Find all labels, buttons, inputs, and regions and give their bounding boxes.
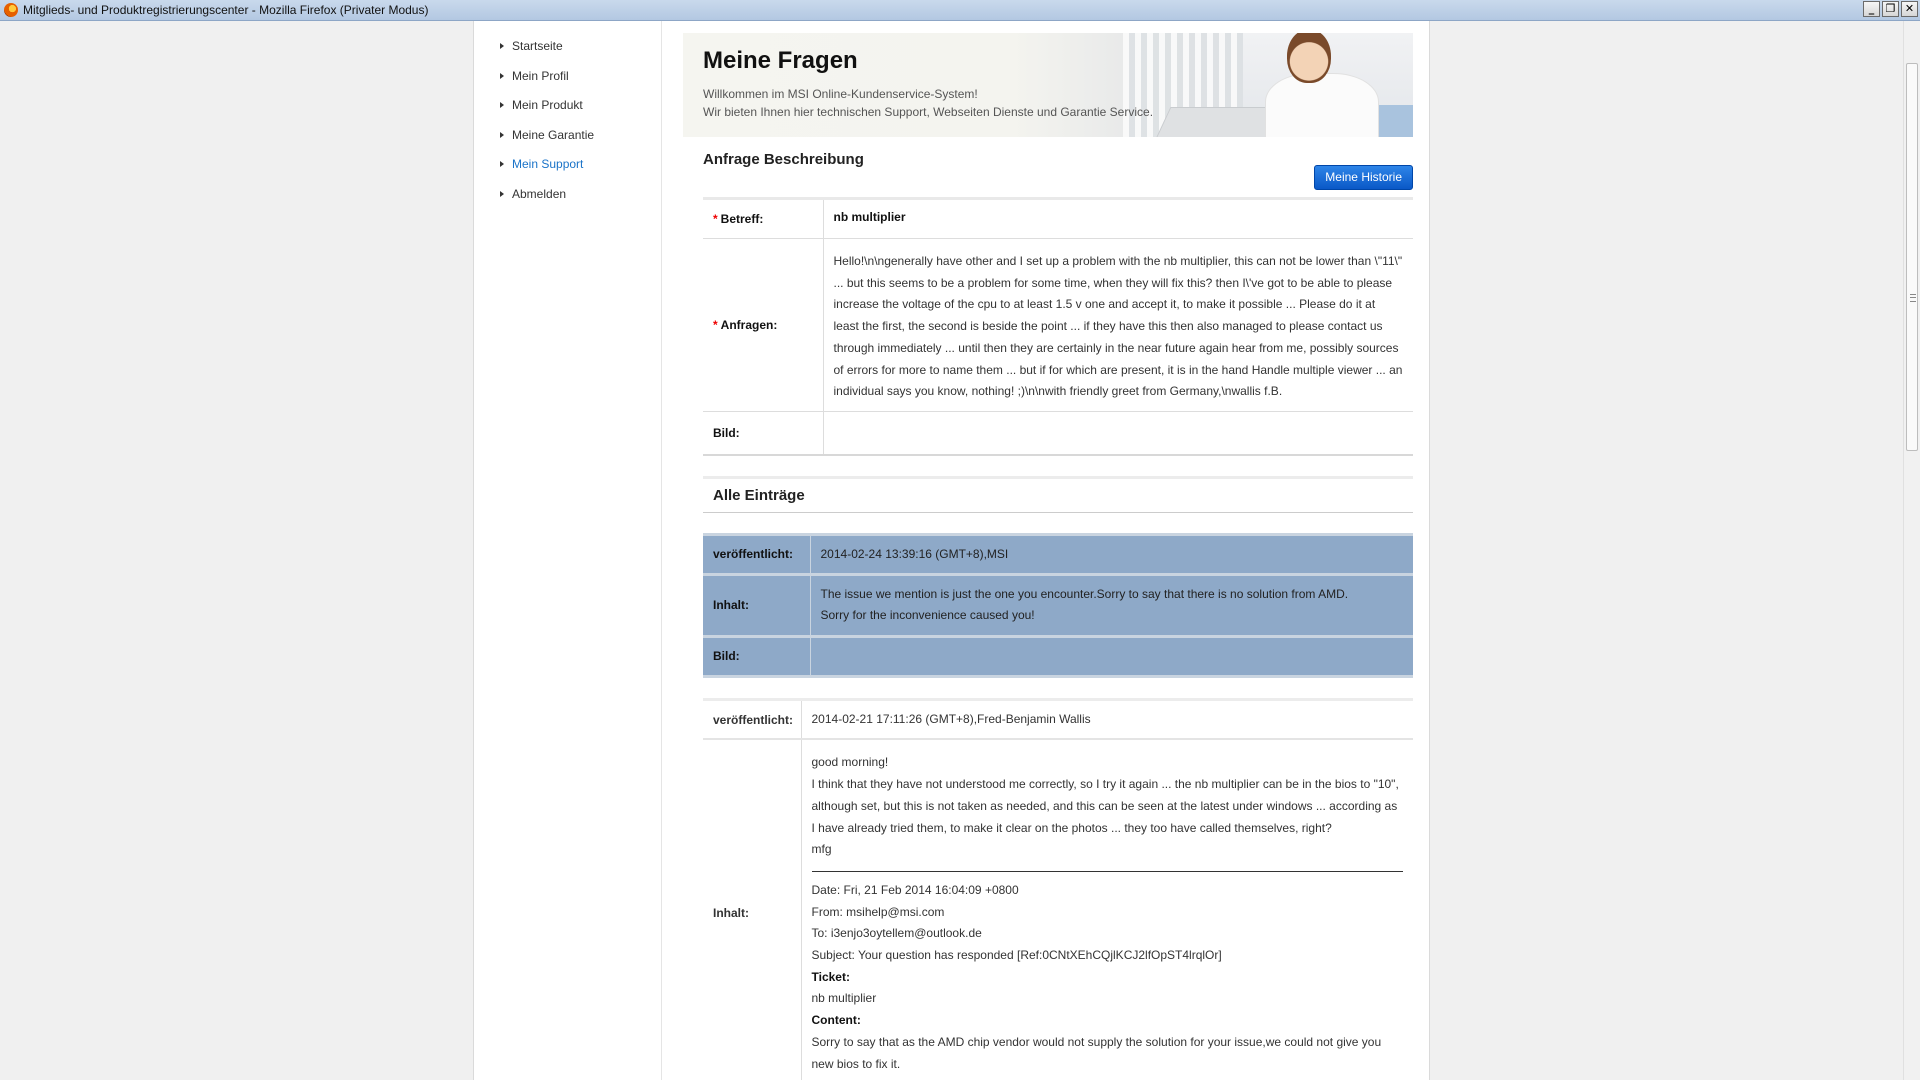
sidebar-item-label: Abmelden bbox=[512, 186, 567, 201]
sidebar-item-mein-produkt[interactable] bbox=[474, 98, 661, 128]
user-published-row bbox=[703, 699, 1413, 739]
published-value: 2014-02-24 13:39:16 (GMT+8),MSI bbox=[810, 534, 1413, 574]
request-label-text: Anfragen: bbox=[720, 317, 778, 332]
sidebar-item-startseite[interactable] bbox=[474, 39, 661, 69]
mail-from: From: msihelp@msi.com bbox=[811, 904, 945, 919]
sidebar-item-meine-garantie[interactable] bbox=[474, 128, 661, 158]
content-greeting: good morning! bbox=[811, 755, 889, 770]
vertical-scrollbar[interactable] bbox=[1903, 21, 1920, 1080]
published-label: veröffentlicht: bbox=[703, 699, 801, 739]
maximize-button[interactable]: ❐ bbox=[1882, 1, 1899, 17]
request-table bbox=[703, 197, 1413, 456]
sidebar-item-mein-profil[interactable] bbox=[474, 69, 661, 99]
content-signoff: mfg bbox=[811, 842, 832, 857]
user-entry bbox=[703, 698, 1413, 1080]
welcome-subtext: Wir bieten Ihnen hier technischen Support, Webseiten Dienste und Garantie Service. bbox=[703, 105, 1154, 119]
content-body: I think that they have not understood me correctly, so I try it again ... the nb multiplier can be in the bios to "10", although set, but this is not taken as needed, and this can be seen at the latest under windows ... according as I have already tried them, to make it clear on the photos ... they too have called themselves, right? bbox=[811, 777, 1399, 835]
image-row bbox=[703, 411, 1413, 455]
sidebar-item-label: Mein Support bbox=[512, 157, 584, 171]
content-value bbox=[801, 739, 1413, 1080]
arrow-right-icon bbox=[500, 43, 504, 49]
ticket-value: nb multiplier bbox=[811, 991, 877, 1006]
welcome-text: Willkommen im MSI Online-Kundenservice-System! bbox=[703, 87, 978, 101]
entries-title: Alle Einträge bbox=[713, 486, 805, 504]
subject-label bbox=[703, 199, 823, 239]
request-section-title: Anfrage Beschreibung bbox=[703, 151, 864, 168]
subject-value: nb multiplier bbox=[823, 199, 1413, 239]
page-container bbox=[473, 21, 1430, 1080]
arrow-right-icon bbox=[500, 161, 504, 167]
msi-image-row bbox=[703, 636, 1413, 676]
image-label: Bild: bbox=[703, 636, 810, 676]
mail-content-label: Content: bbox=[811, 1013, 861, 1028]
required-marker: * bbox=[713, 317, 718, 332]
mail-content-text: Sorry to say that as the AMD chip vendor would not supply the solution for your issue,we could not give you new bios to fix it. bbox=[811, 1034, 1382, 1071]
user-content-row bbox=[703, 739, 1413, 1080]
minimize-button[interactable]: _ bbox=[1863, 1, 1880, 17]
quote-divider bbox=[812, 871, 1404, 872]
content-line: The issue we mention is just the one you encounter.Sorry to say that there is no solution from AMD. bbox=[820, 586, 1349, 601]
support-agent-head-illustration bbox=[1287, 33, 1331, 83]
my-history-button[interactable]: Meine Historie bbox=[1314, 165, 1413, 190]
image-value bbox=[823, 411, 1413, 455]
sidebar bbox=[474, 21, 662, 1080]
content-line: Sorry for the inconvenience caused you! bbox=[820, 608, 1035, 623]
msi-entry bbox=[703, 533, 1413, 678]
content-label: Inhalt: bbox=[703, 574, 810, 636]
msi-published-row bbox=[703, 534, 1413, 574]
required-marker: * bbox=[713, 212, 718, 226]
arrow-right-icon bbox=[500, 132, 504, 138]
browser-viewport bbox=[0, 21, 1903, 1080]
window-title: Mitglieds- und Produktregistrierungscenter - Mozilla Firefox (Privater Modus) bbox=[23, 3, 429, 17]
arrow-right-icon bbox=[500, 102, 504, 108]
request-content bbox=[703, 137, 1413, 1080]
arrow-right-icon bbox=[500, 191, 504, 197]
subject-label-text: Betreff: bbox=[720, 212, 764, 226]
subject-row bbox=[703, 199, 1413, 239]
content-value bbox=[810, 574, 1413, 636]
sidebar-item-label: Mein Profil bbox=[512, 68, 569, 83]
sidebar-nav bbox=[474, 21, 661, 216]
arrow-right-icon bbox=[500, 73, 504, 79]
request-row bbox=[703, 239, 1413, 412]
main-content bbox=[683, 33, 1413, 1080]
image-label: Bild: bbox=[703, 411, 823, 455]
scrollbar-grip-icon bbox=[1910, 294, 1916, 302]
content-label: Inhalt: bbox=[703, 739, 801, 1080]
page-banner bbox=[683, 33, 1413, 137]
ticket-label: Ticket: bbox=[811, 969, 850, 984]
mail-date: Date: Fri, 21 Feb 2014 16:04:09 +0800 bbox=[811, 882, 1019, 897]
sidebar-item-mein-support[interactable] bbox=[474, 157, 661, 187]
window-controls bbox=[1863, 1, 1918, 17]
request-text: Hello!\n\ngenerally have other and I set up a problem with the nb multiplier, this can not be lower than \"11\" ... but this seems to be a problem for some time, when they will fix this? then I\'ve got to be able to please increase the voltage of the cpu to at least 1.5 v one and accept it, to make it possible ... Please do it at least the first, the second is beside the point ... if they have this then also managed to please contact us through immediately ... until then they are certainly in the near future again hear from me, possibly sources of errors for more to name them ... but if for which are present, it is in the hand Handle multiple viewer ... an individual says you know, nothing! ;)\n\nwith friendly greet from Germany,\nwallis f.B. bbox=[823, 239, 1413, 412]
mail-to: To: i3enjo3oytellem@outlook.de bbox=[811, 926, 982, 941]
page-title: Meine Fragen bbox=[703, 47, 858, 74]
sidebar-item-label: Meine Garantie bbox=[512, 127, 595, 142]
scrollbar-thumb[interactable] bbox=[1906, 63, 1918, 451]
published-value: 2014-02-21 17:11:26 (GMT+8),Fred-Benjamin Wallis bbox=[801, 699, 1413, 739]
request-label bbox=[703, 239, 823, 412]
mail-subject: Subject: Your question has responded [Ref:0CNtXEhCQjlKCJ2lfOpST4lrqlOr] bbox=[811, 948, 1222, 963]
close-button[interactable]: ✕ bbox=[1901, 1, 1918, 17]
msi-content-row bbox=[703, 574, 1413, 636]
entries-header bbox=[703, 476, 1413, 513]
window-title-bar bbox=[0, 0, 1920, 21]
sidebar-item-abmelden[interactable] bbox=[474, 187, 661, 217]
published-label: veröffentlicht: bbox=[703, 534, 810, 574]
request-section-header bbox=[703, 137, 1413, 197]
firefox-icon bbox=[4, 3, 18, 17]
support-agent-illustration bbox=[1265, 73, 1379, 137]
sidebar-item-label: Startseite bbox=[512, 39, 563, 53]
sidebar-item-label: Mein Produkt bbox=[512, 98, 583, 112]
image-value bbox=[810, 636, 1413, 676]
